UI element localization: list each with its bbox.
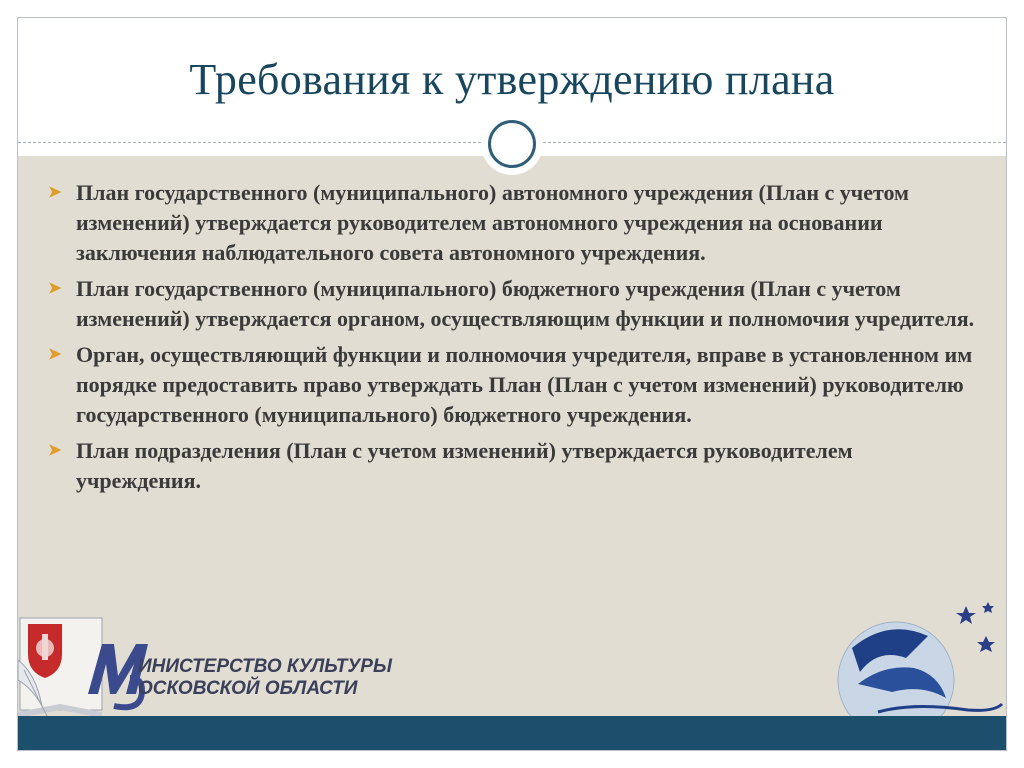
arrow-bullet-icon: ➤ <box>48 280 62 297</box>
footer-bar <box>18 716 1006 750</box>
ministry-name <box>138 656 392 700</box>
ministry-name-line2: ОСКОВСКОЙ ОБЛАСТИ <box>138 678 358 699</box>
bullet-text: План государственного (муниципального) бюджетного учреждения (План с учетом изменений) утверждается органом, осуществляющим функции и полномочия учредителя. <box>76 276 975 331</box>
bullet-text: План подразделения (План с учетом изменений) утверждается руководителем учреждения. <box>76 438 853 493</box>
bullet-list <box>48 178 978 502</box>
list-item <box>48 274 978 334</box>
ring-inner <box>488 120 536 168</box>
arrow-bullet-icon: ➤ <box>48 346 62 363</box>
list-item <box>48 436 978 496</box>
bullet-text: Орган, осуществляющий функции и полномочия учредителя, вправе в установленном им порядке предоставить право утверждать План (План с учетом изменений) руководителю государственного (муниципального) бюджетного учреждения. <box>76 342 973 427</box>
bullet-text: План государственного (муниципального) автономного учреждения (План с учетом изменений) утверждается руководителем автономного учреждения на основании заключения наблюдательного совета автономного учреждения. <box>76 180 910 265</box>
moscow-coat-of-arms-icon <box>28 624 62 678</box>
arrow-bullet-icon: ➤ <box>48 442 62 459</box>
list-item <box>48 178 978 268</box>
arrow-bullet-icon: ➤ <box>48 184 62 201</box>
ring-ornament-icon <box>481 113 543 175</box>
slide <box>17 17 1007 751</box>
list-item <box>48 340 978 430</box>
slide-title: Требования к утверждению плана <box>189 55 835 104</box>
ministry-name-line1: ИНИСТЕРСТВО КУЛЬТУРЫ <box>138 656 392 677</box>
star-icon <box>956 602 995 652</box>
